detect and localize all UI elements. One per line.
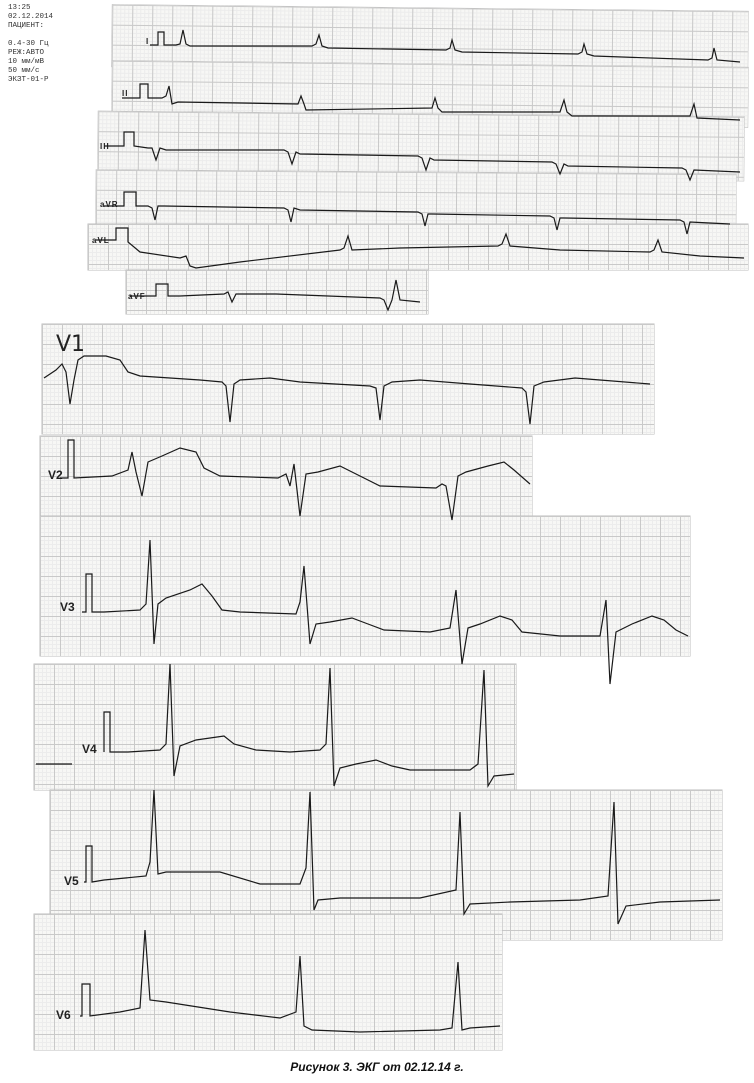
header-date: 02.12.2014 bbox=[8, 13, 54, 21]
lead-label-i: I bbox=[146, 37, 150, 46]
header-mode: РЕЖ:АВТО bbox=[8, 49, 45, 57]
trace-lead-iii bbox=[104, 132, 740, 180]
trace-lead-avr bbox=[104, 192, 730, 234]
lead-label-v2: V2 bbox=[48, 468, 63, 482]
lead-label-ii: II bbox=[122, 89, 129, 98]
lead-label-v6: V6 bbox=[56, 1008, 71, 1022]
trace-lead-v5 bbox=[84, 790, 720, 924]
header-time: 13:25 bbox=[8, 4, 31, 12]
lead-label-v5: V5 bbox=[64, 874, 79, 888]
trace-lead-avl bbox=[96, 228, 744, 268]
header-program: ЭКЗТ-01-Р bbox=[8, 76, 49, 84]
trace-lead-ii bbox=[122, 84, 740, 120]
trace-lead-v1 bbox=[44, 356, 650, 424]
header-gain: 50 мм/с bbox=[8, 67, 40, 75]
lead-label-v3: V3 bbox=[60, 600, 75, 614]
header-filter: 0.4-30 Гц bbox=[8, 40, 49, 48]
trace-lead-i bbox=[150, 30, 740, 62]
trace-lead-v4 bbox=[36, 664, 514, 786]
header-patient: ПАЦИЕНТ: bbox=[8, 22, 45, 30]
lead-label-avr: aVR bbox=[100, 200, 119, 209]
trace-lead-v2 bbox=[60, 440, 530, 520]
lead-label-iii: III bbox=[100, 142, 110, 151]
figure-caption: Рисунок 3. ЭКГ от 02.12.14 г. bbox=[290, 1060, 464, 1074]
lead-label-avf: aVF bbox=[128, 292, 146, 301]
lead-label-v4: V4 bbox=[82, 742, 97, 756]
trace-lead-avf bbox=[130, 280, 420, 310]
lead-label-v1: V1 bbox=[56, 332, 86, 357]
trace-lead-v3 bbox=[82, 540, 688, 684]
header-speed: 10 мм/мВ bbox=[8, 58, 45, 66]
trace-lead-v6 bbox=[80, 930, 500, 1032]
lead-label-avl: aVL bbox=[92, 236, 110, 245]
